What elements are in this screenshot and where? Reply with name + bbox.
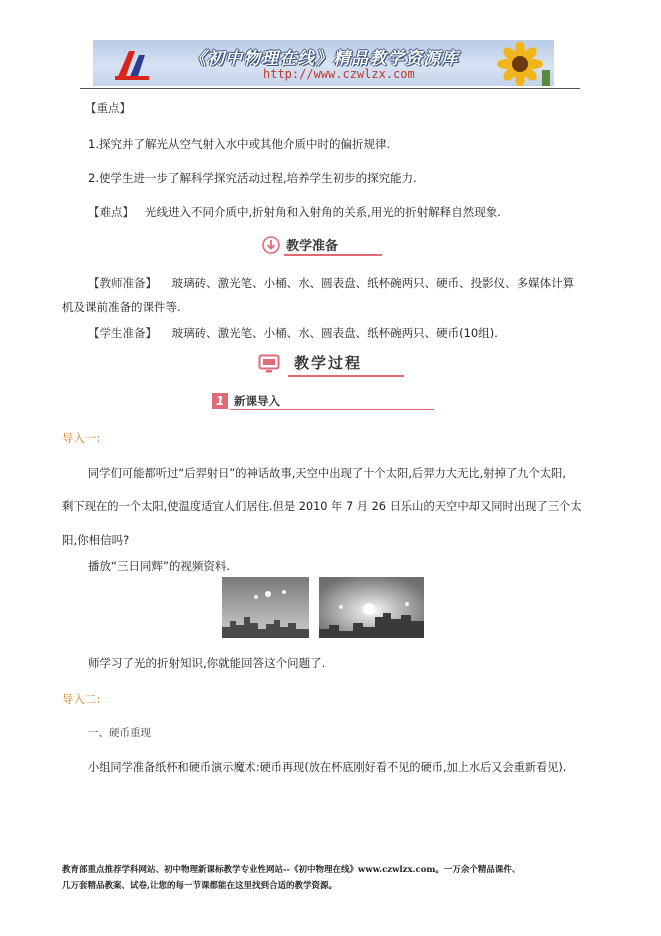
student-prep-tag: 【学生准备】	[88, 326, 157, 340]
page-footer	[62, 862, 602, 894]
key-point-2: 2.使学生进一步了解科学探究活动过程,培养学生初步的探究能力.	[88, 171, 417, 185]
process-section-heading	[258, 352, 404, 378]
key-points-tag: 【重点】	[85, 101, 131, 115]
intro1-line1: 同学们可能都听过“后羿射日”的神话故事,天空中出现了十个太阳,后羿力大无比,射掉了九个太阳,	[88, 467, 566, 480]
footer-line-2: 几万套精品教案、试卷,让您的每一节课都能在这里找到合适的教学资源。	[62, 881, 337, 891]
footer-line-1: 教育部重点推荐学科网站、初中物理新课标教学专业性网站--《初中物理在线》www.czwlzx.com。一万余个精品课件、	[62, 865, 521, 875]
process-heading-underline	[288, 375, 404, 377]
prep-section-heading	[262, 234, 382, 256]
new-lesson-heading	[212, 393, 434, 413]
difficulty-paragraph	[88, 204, 501, 220]
site-url: http://www.czwlzx.com	[263, 67, 415, 81]
teacher-prep-text-line2: 机及课前准备的课件等.	[62, 300, 181, 314]
monitor-icon	[258, 354, 280, 374]
three-suns-photo-2	[319, 577, 424, 638]
download-arrow-icon	[262, 236, 280, 254]
intro1-label: 导入一:	[62, 431, 101, 445]
new-lesson-underline	[230, 409, 434, 410]
intro1-after-text: 师学习了光的折射知识,你就能回答这个问题了.	[88, 656, 326, 670]
teacher-prep-tag: 【教师准备】	[88, 276, 157, 290]
difficulty-text: 光线进入不同介质中,折射角和入射角的关系,用光的折射解释自然现象.	[144, 205, 501, 219]
intro1-video-note: 播放“三日同辉”的视频资料.	[88, 559, 231, 573]
coin-heading: 一、硬币重现	[88, 727, 151, 739]
intro1-line2: 剩下现在的一个太阳,使温度适宜人们居住.但是 2010 年 7 月 26 日乐山的天空中却又同时出现了三个太	[62, 500, 582, 513]
intro2-label: 导入二:	[62, 692, 101, 706]
process-heading-text: 教学过程	[294, 354, 363, 372]
header-banner	[93, 40, 554, 86]
prep-heading-underline	[284, 254, 382, 256]
site-title: 《初中物理在线》精品教学资源库	[189, 49, 459, 69]
site-logo-icon	[113, 45, 153, 83]
header-divider	[80, 88, 580, 89]
intro1-line3: 阳,你相信吗?	[62, 533, 130, 547]
student-prep-text: 玻璃砖、激光笔、小桶、水、圆表盘、纸杯碗两只、硬币(10组).	[171, 326, 498, 340]
new-lesson-number-badge: 1	[212, 393, 228, 409]
new-lesson-heading-text: 新课导入	[234, 394, 280, 408]
difficulty-tag: 【难点】	[88, 205, 134, 219]
three-suns-photo-1	[222, 577, 309, 638]
prep-heading-text: 教学准备	[286, 239, 339, 254]
sunflower-icon	[490, 42, 550, 86]
teacher-prep-text-line1: 玻璃砖、激光笔、小桶、水、圆表盘、纸杯碗两只、硬币、投影仪、多媒体计算	[171, 276, 575, 290]
teacher-prep-paragraph	[88, 275, 574, 291]
coin-text: 小组同学准备纸杯和硬币演示魔术:硬币再现(放在杯底刚好看不见的硬币,加上水后又会重新看见).	[88, 761, 567, 774]
key-point-1: 1.探究并了解光从空气射入水中或其他介质中时的偏折规律.	[88, 137, 391, 151]
student-prep-paragraph	[88, 325, 498, 341]
